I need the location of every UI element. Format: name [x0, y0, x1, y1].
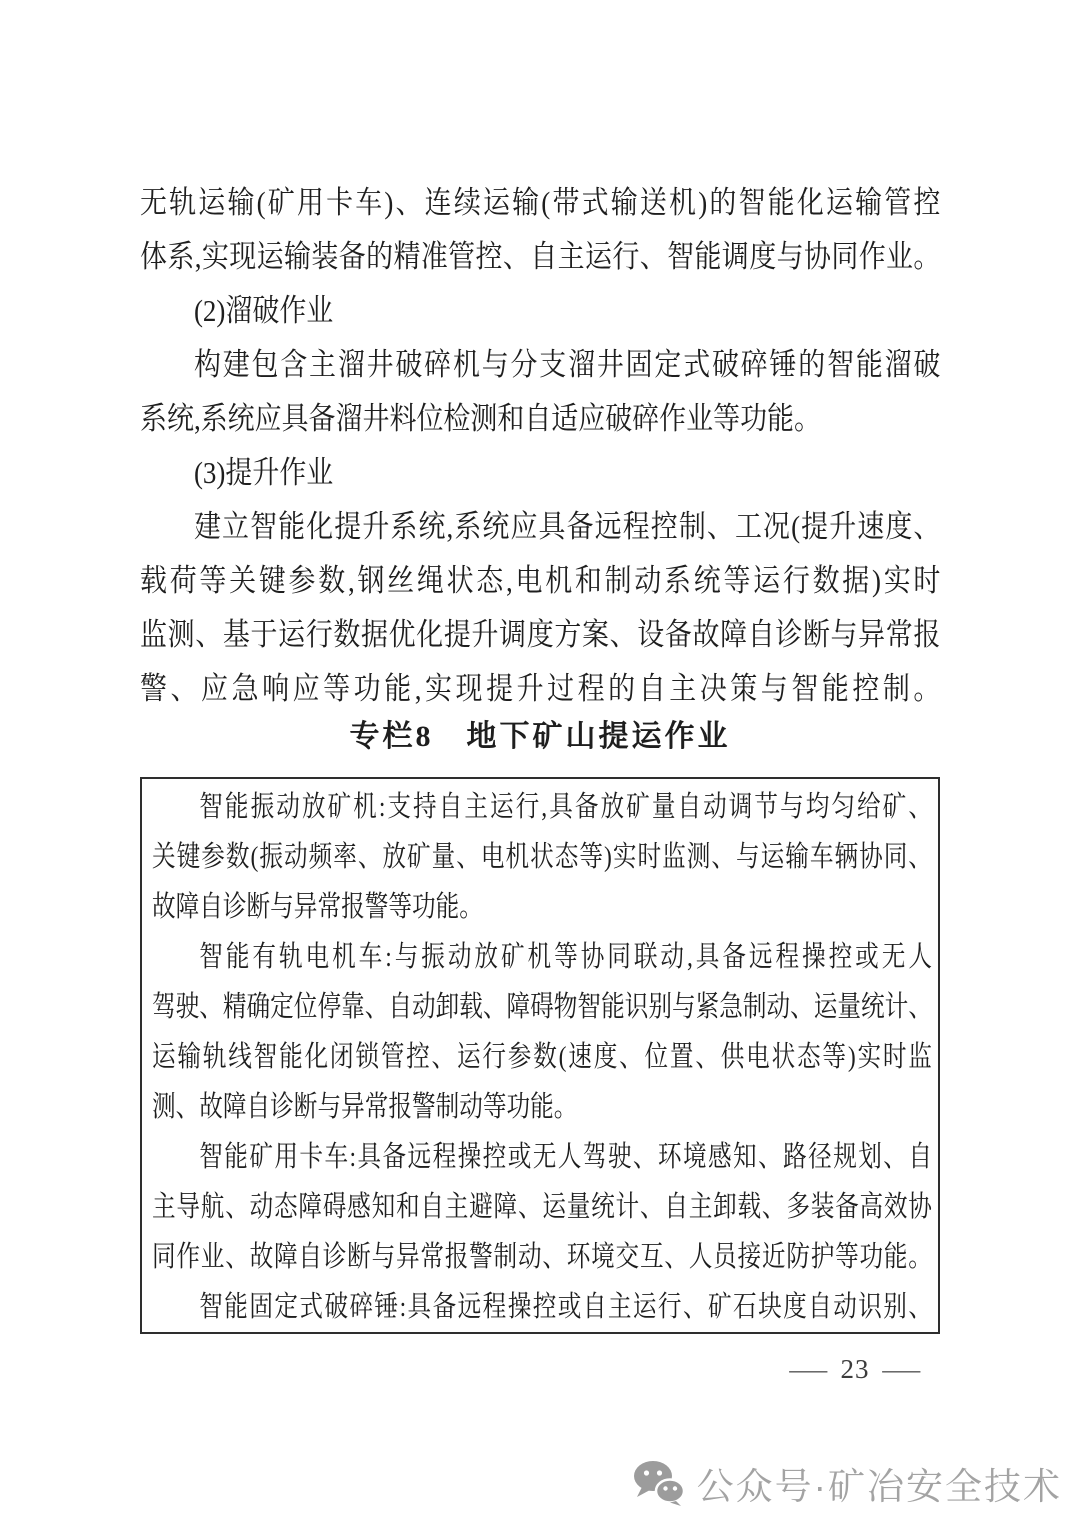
box-title: 专栏8 地下矿山提运作业 — [349, 720, 731, 753]
box-line: 同作业、故障自诊断与异常报警制动、环境交互、人员接近防护等功能。 — [152, 1241, 932, 1273]
page-number-right-dash: — — [881, 1354, 922, 1384]
box-line: 主导航、动态障碍感知和自主避障、运量统计、自主卸载、多装备高效协 — [152, 1191, 932, 1223]
page-number — [770, 1350, 940, 1388]
box-line: 智能矿用卡车:具备远程操控或无人驾驶、环境感知、路径规划、自 — [199, 1141, 932, 1173]
body-text — [140, 176, 940, 716]
body-line: 警、应急响应等功能,实现提升过程的自主决策与智能控制。 — [140, 671, 941, 706]
box-line: 关键参数(振动频率、放矿量、电机状态等)实时监测、与运输车辆协同、 — [152, 841, 932, 873]
wechat-footer — [633, 1458, 1062, 1508]
body-line: 建立智能化提升系统,系统应具备远程控制、工况(提升速度、 — [193, 509, 941, 544]
page-number-value: 23 — [840, 1354, 870, 1384]
wechat-icon — [633, 1460, 685, 1506]
box-line: 智能有轨电机车:与振动放矿机等协同联动,具备远程操控或无人 — [199, 941, 932, 973]
body-line: 载荷等关键参数,钢丝绳状态,电机和制动系统等运行数据)实时 — [140, 563, 941, 598]
feature-box — [140, 777, 940, 1334]
box-line: 驾驶、精确定位停靠、自动卸载、障碍物智能识别与紧急制动、运量统计、 — [152, 991, 932, 1023]
body-line-subheading: (2)溜破作业 — [193, 293, 334, 328]
body-line: 无轨运输(矿用卡车)、连续运输(带式输送机)的智能化运输管控 — [140, 185, 941, 220]
box-line: 智能振动放矿机:支持自主运行,具备放矿量自动调节与均匀给矿、 — [199, 791, 932, 823]
body-line: 构建包含主溜井破碎机与分支溜井固定式破碎锤的智能溜破 — [193, 347, 941, 382]
body-line: 监测、基于运行数据优化提升调度方案、设备故障自诊断与异常报 — [140, 617, 941, 652]
body-line: 体系,实现运输装备的精准管控、自主运行、智能调度与协同作业。 — [140, 239, 941, 274]
body-line: 系统,系统应具备溜井料位检测和自适应破碎作业等功能。 — [140, 401, 821, 436]
box-line: 智能固定式破碎锤:具备远程操控或自主运行、矿石块度自动识别、 — [199, 1291, 932, 1323]
page-number-left-dash: — — [788, 1354, 829, 1384]
body-line-subheading: (3)提升作业 — [193, 455, 334, 490]
box-line: 故障自诊断与异常报警等功能。 — [152, 891, 483, 923]
box-line: 运输轨线智能化闭锁管控、运行参数(速度、位置、供电状态等)实时监 — [152, 1041, 932, 1073]
box-line: 测、故障自诊断与异常报警制动等功能。 — [152, 1091, 578, 1123]
wechat-footer-label: 公众号·矿冶安全技术 — [696, 1466, 1062, 1507]
